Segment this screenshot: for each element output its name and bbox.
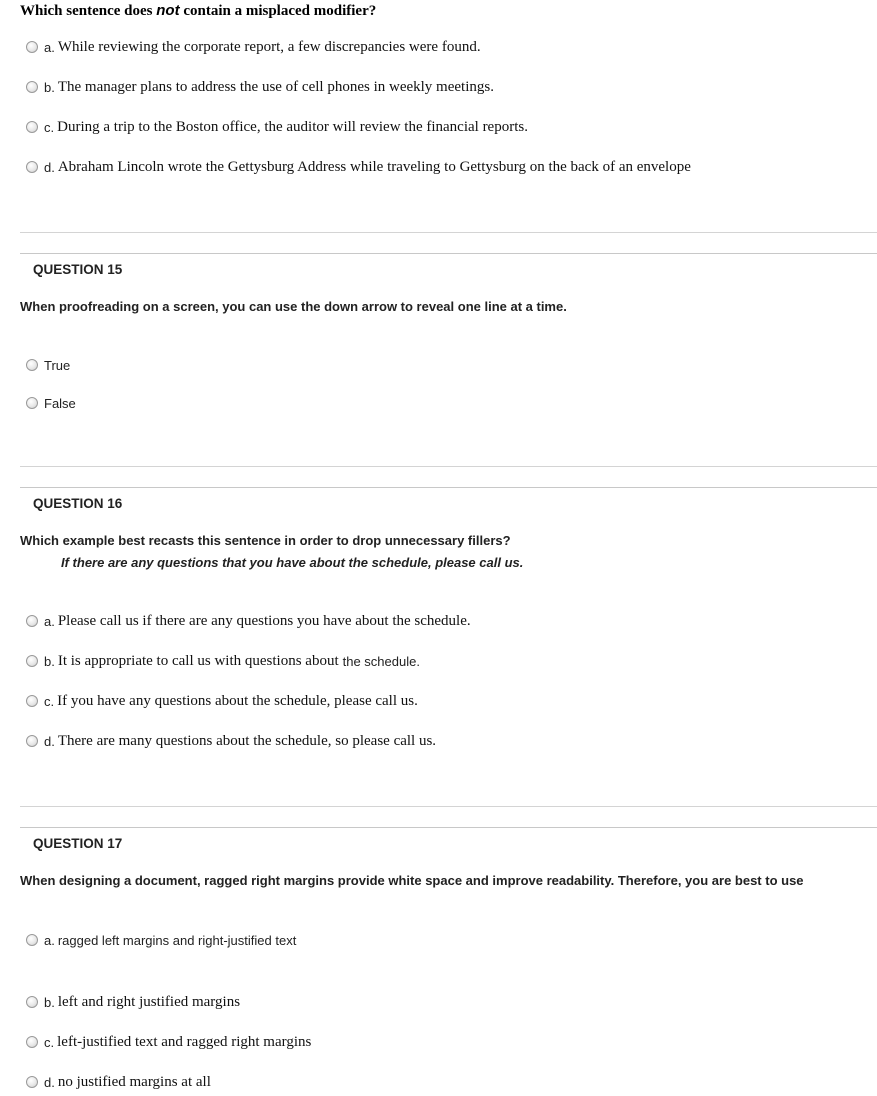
option-text: ragged left margins and right-justified text	[57, 932, 297, 948]
q17-option-b[interactable]	[26, 992, 240, 1012]
question-14-text-start: Which sentence does	[20, 3, 157, 19]
radio-button[interactable]	[26, 934, 38, 946]
question-14-text-end: contain a misplaced modifier?	[179, 3, 377, 19]
question-divider	[20, 466, 877, 467]
q15-option-true[interactable]	[26, 355, 70, 375]
q16-option-a[interactable]	[26, 611, 471, 631]
option-letter: b.	[44, 79, 55, 95]
q14-option-b[interactable]	[26, 77, 494, 97]
radio-button[interactable]	[26, 397, 38, 409]
radio-button[interactable]	[26, 1076, 38, 1088]
option-letter: d.	[44, 733, 55, 749]
radio-button[interactable]	[26, 655, 38, 667]
q15-option-false[interactable]	[26, 393, 76, 413]
q17-option-a[interactable]	[26, 930, 296, 950]
option-letter: a.	[44, 613, 55, 629]
option-text: If you have any questions about the schedule, please call us.	[57, 692, 418, 709]
question-divider	[20, 827, 877, 828]
question-16-text: Which example best recasts this sentence in order to drop unnecessary fillers?	[20, 533, 511, 548]
question-divider	[20, 806, 877, 807]
option-text: True	[44, 357, 71, 373]
radio-button[interactable]	[26, 81, 38, 93]
option-text: There are many questions about the schedule, so please call us.	[57, 732, 437, 749]
option-text: The manager plans to address the use of cell phones in weekly meetings.	[57, 78, 494, 95]
option-letter: d.	[44, 159, 55, 175]
option-text: Abraham Lincoln wrote the Gettysburg Address while traveling to Gettysburg on the back of an envelope	[57, 158, 691, 175]
option-text: left and right justified margins	[57, 993, 241, 1010]
option-text: While reviewing the corporate report, a few discrepancies were found.	[57, 38, 481, 55]
option-letter: c.	[44, 693, 55, 709]
question-16-example-sentence: If there are any questions that you have about the schedule, please call us.	[61, 555, 524, 570]
option-text: no justified margins at all	[57, 1073, 211, 1090]
radio-button[interactable]	[26, 996, 38, 1008]
q17-option-c[interactable]	[26, 1032, 311, 1052]
radio-button[interactable]	[26, 359, 38, 371]
option-text: It is appropriate to call us with questions about	[57, 652, 339, 669]
question-17-heading: QUESTION 17	[33, 836, 123, 851]
q14-option-c[interactable]	[26, 117, 528, 137]
option-letter: b.	[44, 994, 55, 1010]
option-text: left-justified text and ragged right margins	[57, 1033, 312, 1050]
option-letter: a.	[44, 932, 55, 948]
radio-button[interactable]	[26, 695, 38, 707]
option-text: False	[44, 395, 76, 411]
radio-button[interactable]	[26, 161, 38, 173]
option-text: Please call us if there are any questions you have about the schedule.	[57, 612, 471, 629]
radio-button[interactable]	[26, 615, 38, 627]
question-15-heading: QUESTION 15	[33, 262, 123, 277]
option-letter: c.	[44, 119, 55, 135]
option-letter: d.	[44, 1074, 55, 1090]
option-text-continued: the schedule.	[342, 653, 420, 669]
question-divider	[20, 253, 877, 254]
question-divider	[20, 487, 877, 488]
radio-button[interactable]	[26, 735, 38, 747]
q14-option-d[interactable]	[26, 157, 691, 177]
radio-button[interactable]	[26, 41, 38, 53]
question-15-text: When proofreading on a screen, you can use the down arrow to reveal one line at a time.	[20, 299, 567, 314]
q14-option-a[interactable]	[26, 37, 481, 57]
question-16-heading: QUESTION 16	[33, 496, 123, 511]
q17-option-d[interactable]	[26, 1072, 211, 1092]
radio-button[interactable]	[26, 1036, 38, 1048]
radio-button[interactable]	[26, 121, 38, 133]
question-divider	[20, 232, 877, 233]
option-letter: a.	[44, 39, 55, 55]
option-text: During a trip to the Boston office, the auditor will review the financial reports.	[57, 118, 528, 135]
question-14-text	[20, 2, 376, 20]
question-17-text: When designing a document, ragged right margins provide white space and improve readability. Therefore, you are best to use	[20, 873, 804, 888]
option-letter: b.	[44, 653, 55, 669]
option-letter: c.	[44, 1034, 55, 1050]
q16-option-d[interactable]	[26, 731, 436, 751]
q16-option-c[interactable]	[26, 691, 418, 711]
q16-option-b[interactable]	[26, 651, 420, 671]
question-14-emphasis: not	[156, 2, 180, 19]
